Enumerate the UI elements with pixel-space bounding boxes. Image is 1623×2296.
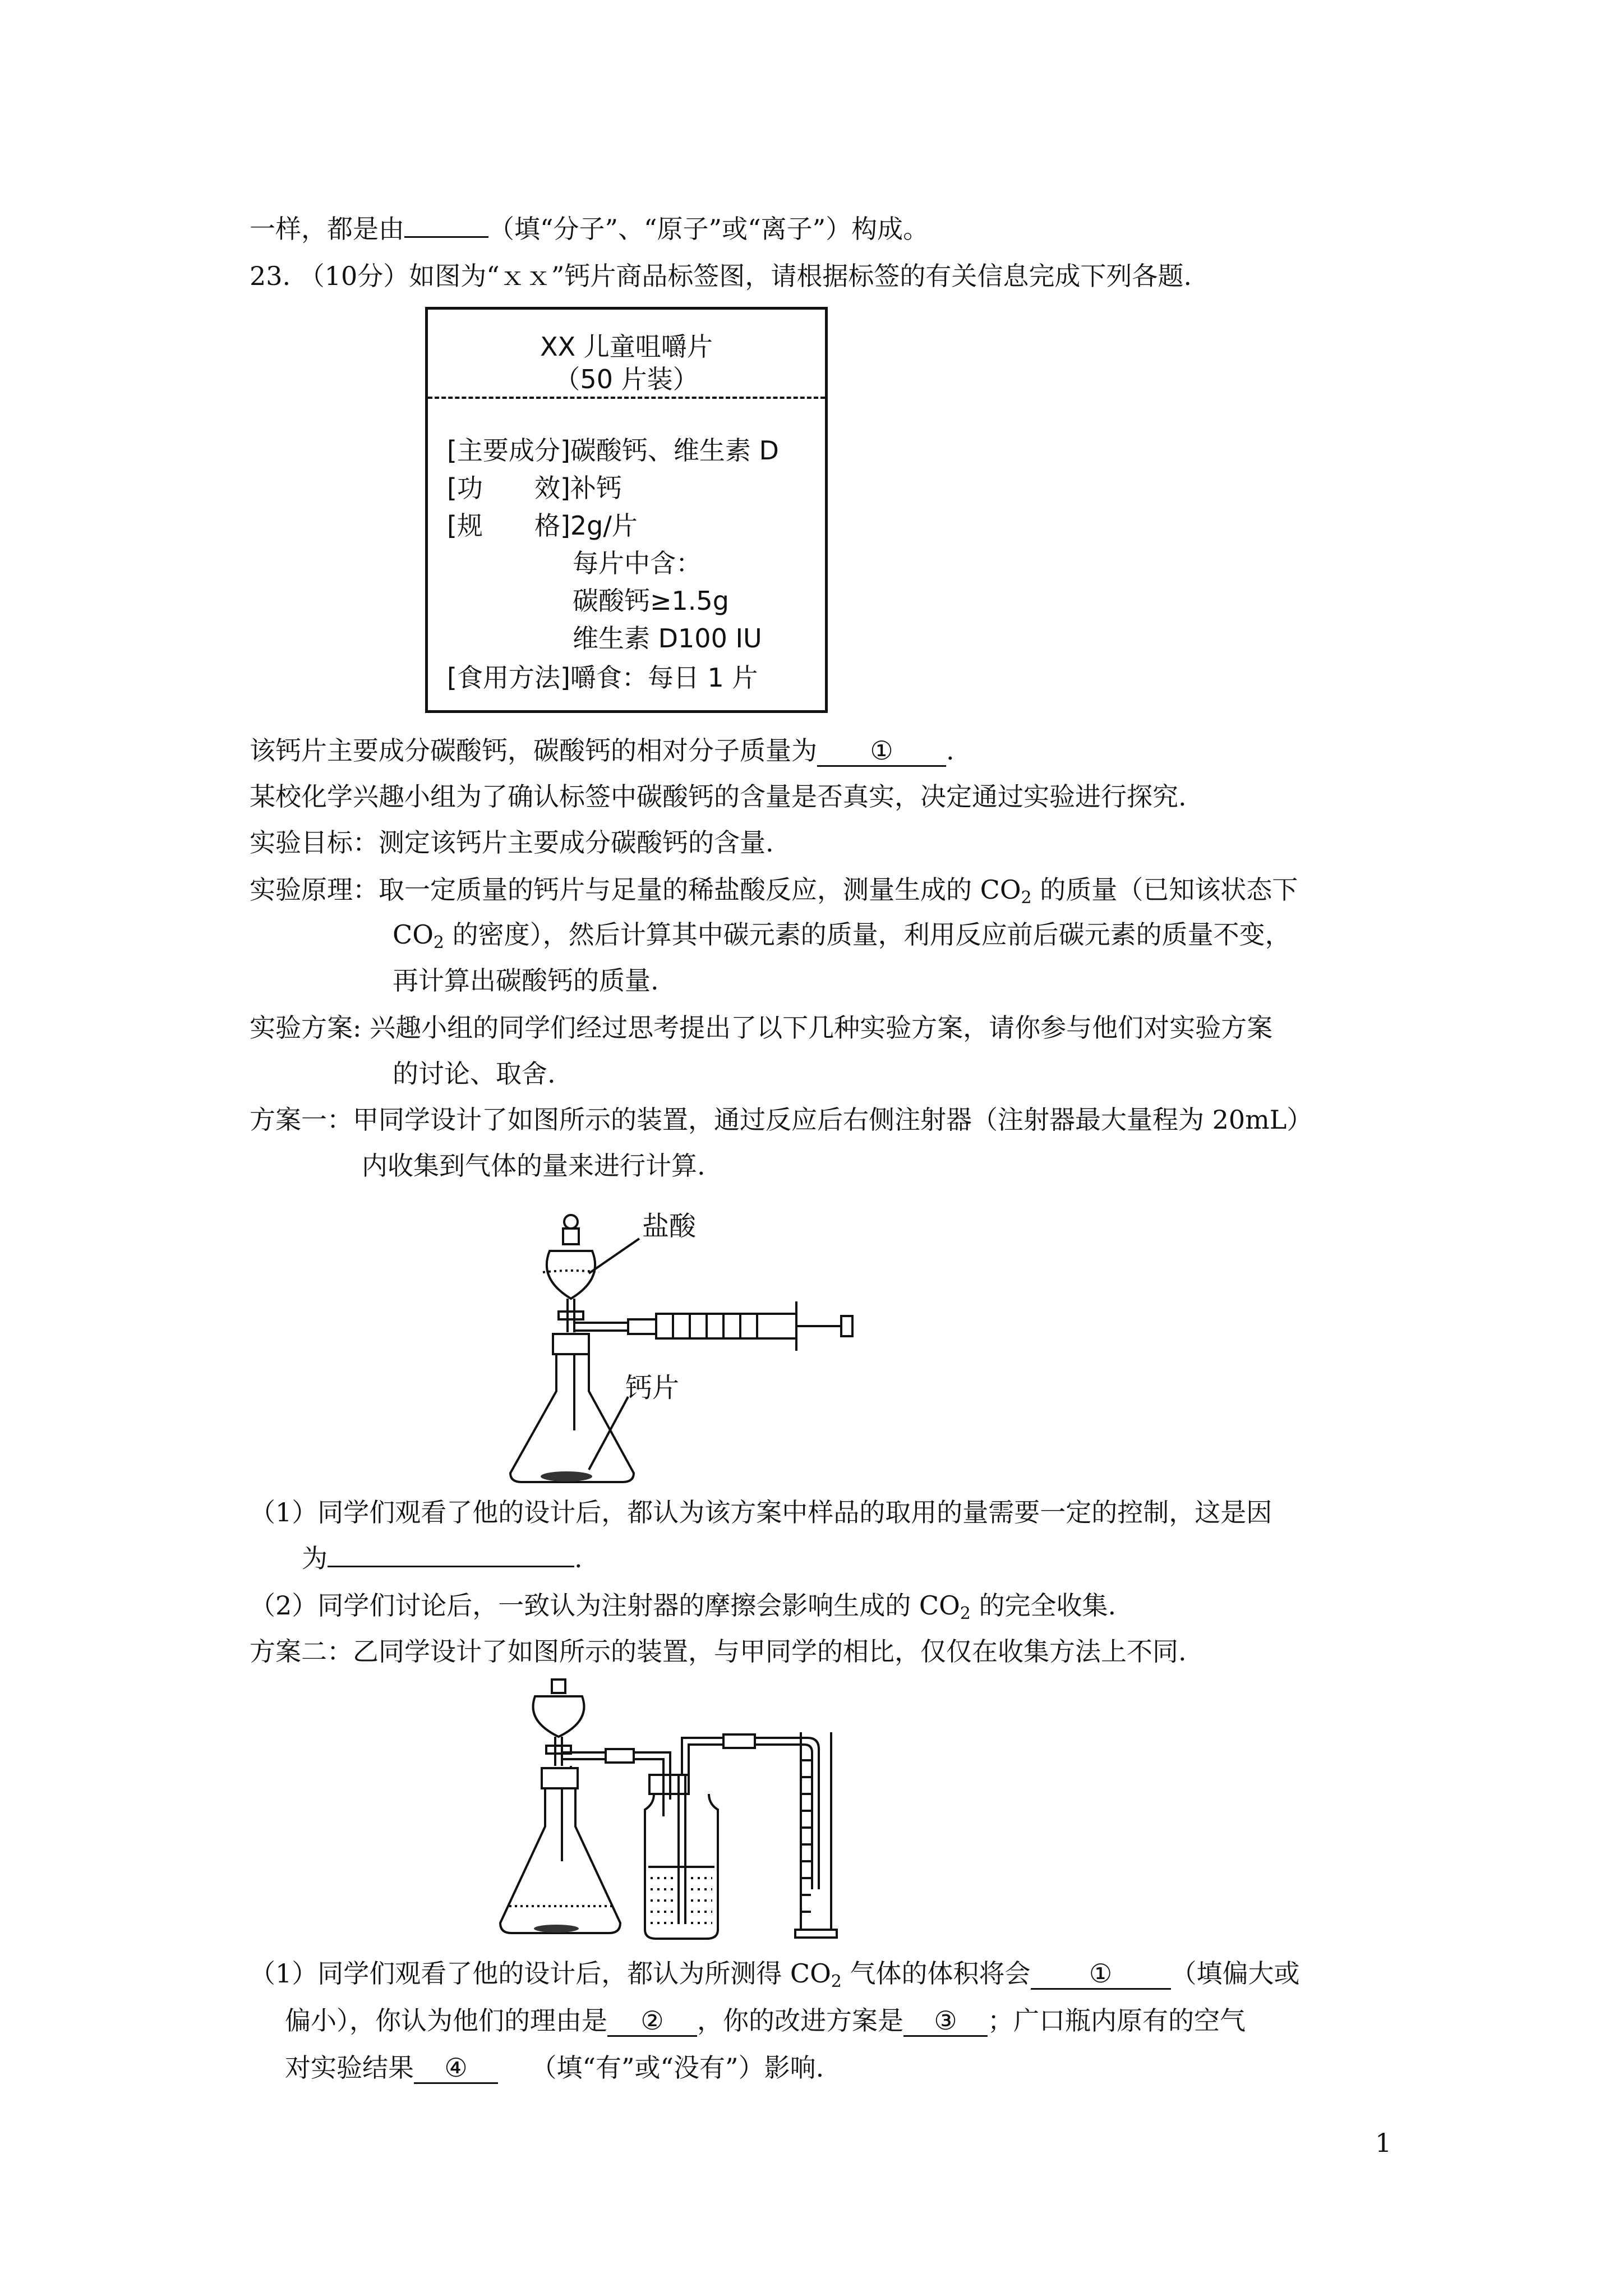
apparatus-figure-2 xyxy=(494,1676,897,1951)
label-tablet: 钙片 xyxy=(625,1372,680,1404)
line-s2-q2: 偏小），你认为他们的理由是 ② ，你的改进方案是 ③ ；广口瓶内原有的空气 xyxy=(285,2005,1246,2036)
line-scheme1-2: 内收集到气体的量来进行计算. xyxy=(362,1151,706,1181)
label-caco3: 碳酸钙≥1.5g xyxy=(573,586,729,616)
line-s1-q1-2: 为 . xyxy=(302,1543,583,1573)
apparatus-figure-1 xyxy=(505,1206,886,1487)
line-s1-q2: （2）同学们讨论后，一致认为注射器的摩擦会影响生成的 $CO_2$ 的完全收集. xyxy=(250,1590,1117,1623)
line-scheme1-1: 方案一：甲同学设计了如图所示的装置，通过反应后右侧注射器（注射器最大量程为 20mL） xyxy=(250,1105,1313,1135)
line-molar-mass: 该钙片主要成分碳酸钙，碳酸钙的相对分子质量为 ① . xyxy=(250,735,955,766)
line-plan-1: 实验方案: 兴趣小组的同学们经过思考提出了以下几种实验方案，请你参与他们对实验方案 xyxy=(250,1013,1273,1043)
line-group: 某校化学兴趣小组为了确认标签中碳酸钙的含量是否真实，决定通过实验进行探究. xyxy=(250,781,1187,812)
label-per-tablet: 每片中含： xyxy=(573,548,702,578)
answer-blank[interactable] xyxy=(404,236,488,238)
line-principle-1: 实验原理：取一定质量的钙片与足量的稀盐酸反应，测量生成的 $CO_2$ 的质量（已知该状态下 xyxy=(250,875,1298,908)
product-label xyxy=(425,307,828,713)
question-23-title: 23. （10分）如图为“ｘｘ”钙片商品标签图，请根据标签的有关信息完成下列各题. xyxy=(250,261,1192,291)
answer-blank-s2-4[interactable]: ④ xyxy=(414,2053,498,2084)
answer-blank-s2-2[interactable]: ② xyxy=(607,2006,697,2037)
page-number: 1 xyxy=(1375,2128,1392,2158)
line-principle-3: 再计算出碳酸钙的质量. xyxy=(393,965,659,996)
answer-blank-s2-1[interactable]: ① xyxy=(1031,1959,1171,1990)
line-plan-2: 的讨论、取舍. xyxy=(393,1059,556,1089)
label-effect: [功 效]补钙 xyxy=(447,473,622,503)
line-ion-question: 一样，都是由 （填“分子”、“原子”或“离子”）构成。 xyxy=(250,214,929,244)
answer-blank-s2-3[interactable]: ③ xyxy=(903,2006,988,2037)
label-vitd: 维生素 D100 IU xyxy=(573,623,762,654)
line-s2-q1: （1）同学们观看了他的设计后，都认为所测得 $CO_2$ 气体的体积将会 ① （填偏大或 xyxy=(250,1958,1300,1991)
line-scheme2: 方案二：乙同学设计了如图所示的装置，与甲同学的相比，仅仅在收集方法上不同. xyxy=(250,1636,1187,1667)
line-principle-2: $CO_2$ 的密度），然后计算其中碳元素的质量，利用反应前后碳元素的质量不变， xyxy=(393,919,1291,953)
label-subtitle: （50 片装） xyxy=(554,364,699,394)
answer-blank-reason[interactable] xyxy=(328,1566,574,1567)
line-goal: 实验目标：测定该钙片主要成分碳酸钙的含量. xyxy=(250,827,774,858)
answer-blank-1[interactable]: ① xyxy=(817,736,946,767)
label-usage: [食用方法]嚼食：每日 1 片 xyxy=(447,662,758,693)
line-s1-q1-1: （1）同学们观看了他的设计后，都认为该方案中样品的取用的量需要一定的控制，这是因 xyxy=(250,1497,1272,1527)
line-s2-q3: 对实验结果 ④ （填“有”或“没有”）影响. xyxy=(285,2053,824,2083)
label-divider xyxy=(428,397,825,399)
label-title: XX 儿童咀嚼片 xyxy=(540,332,713,362)
label-ingredients: [主要成分]碳酸钙、维生素 D xyxy=(447,435,779,466)
label-spec: [规 格]2g/片 xyxy=(447,510,638,541)
label-hcl: 盐酸 xyxy=(642,1211,697,1242)
